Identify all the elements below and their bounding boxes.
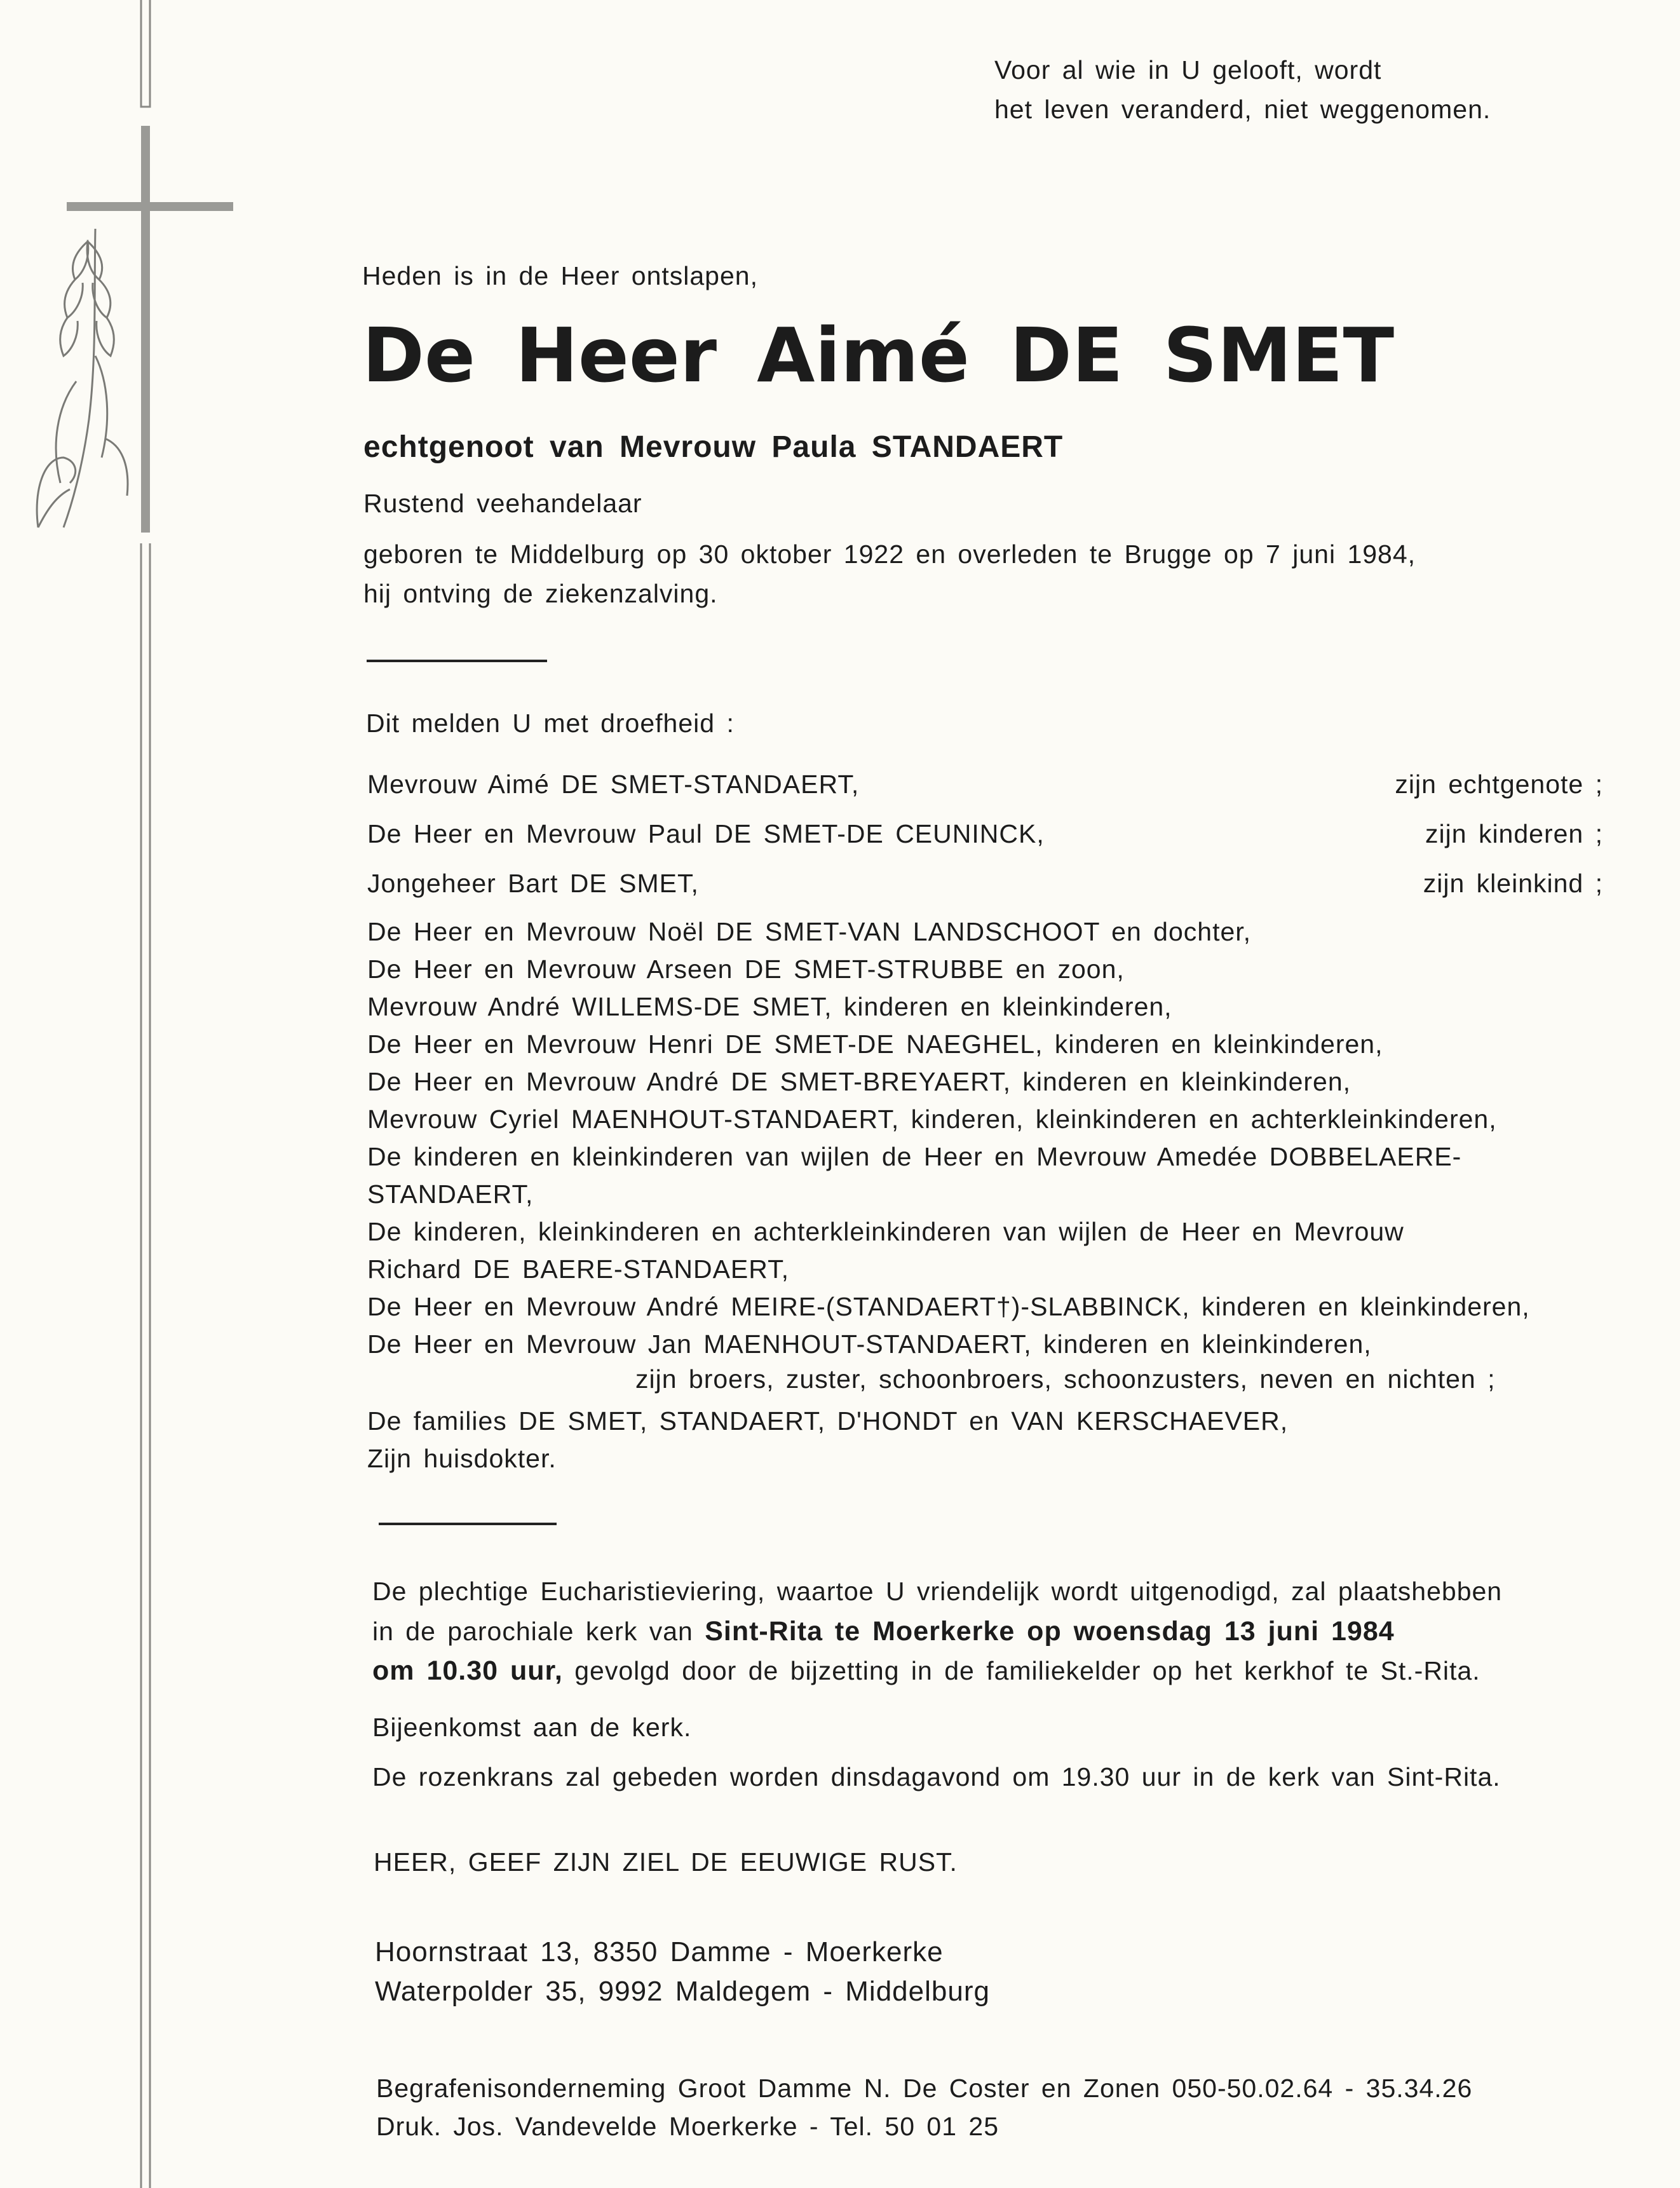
service-time: om 10.30 uur, <box>372 1655 563 1686</box>
mourner-row <box>367 821 1603 847</box>
address-line: Waterpolder 35, 9992 Maldegem - Middelburg <box>375 1976 990 2007</box>
family-line: De Heer en Mevrouw André DE SMET-BREYAERT, kinderen en kleinkinderen, <box>367 1067 1351 1096</box>
family-line: De Heer en Mevrouw Henri DE SMET-DE NAEGHEL, kinderen en kleinkinderen, <box>367 1029 1383 1059</box>
intro-text: Heden is in de Heer ontslapen, <box>362 261 758 290</box>
wheat-icon <box>37 229 128 527</box>
mourner-row <box>367 771 1603 798</box>
cross-icon <box>67 126 233 533</box>
family-line: STANDAERT, <box>367 1179 534 1209</box>
printer-text: Druk. Jos. Vandevelde Moerkerke - Tel. 50 01 25 <box>376 2112 999 2141</box>
family-line: De Heer en Mevrouw Arseen DE SMET-STRUBBE en zoon, <box>367 955 1125 984</box>
family-line: Richard DE BAERE-STANDAERT, <box>367 1254 790 1284</box>
address-line: Hoornstraat 13, 8350 Damme - Moerkerke <box>375 1936 944 1967</box>
divider <box>379 1523 557 1525</box>
mourner-name: Mevrouw Aimé DE SMET-STANDAERT, <box>367 770 860 799</box>
doctor-text: Zijn huisdokter. <box>367 1444 557 1473</box>
family-line: De Heer en Mevrouw André MEIRE-(STANDAERT†)-SLABBINCK, kinderen en kleinkinderen, <box>367 1292 1530 1321</box>
mourner-relation: zijn kleinkind ; <box>1423 869 1603 898</box>
mourner-relation: zijn echtgenote ; <box>1395 770 1603 799</box>
quote-line-2: het leven veranderd, niet weggenomen. <box>994 95 1491 124</box>
mourner-name: Jongeheer Bart DE SMET, <box>367 869 699 898</box>
family-line: De kinderen en kleinkinderen van wijlen de Heer en Mevrouw Amedée DOBBELAERE- <box>367 1142 1462 1171</box>
family-line: Mevrouw André WILLEMS-DE SMET, kinderen en kleinkinderen, <box>367 992 1172 1021</box>
announce-text: Dit melden U met droefheid : <box>366 709 735 738</box>
gathering-text: Bijeenkomst aan de kerk. <box>372 1713 692 1742</box>
service-line-3-text: gevolgd door de bijzetting in de familiekelder op het kerkhof te St.-Rita. <box>562 1656 1480 1685</box>
divider <box>367 660 547 662</box>
service-place-date: Sint-Rita te Moerkerke op woensdag 13 juni 1984 <box>705 1616 1395 1647</box>
rosary-text: De rozenkrans zal gebeden worden dinsdagavond om 19.30 uur in de kerk van Sint-Rita. <box>372 1762 1501 1791</box>
family-relation: zijn broers, zuster, schoonbroers, schoonzusters, neven en nichten ; <box>635 1364 1496 1394</box>
spouse-text: echtgenoot van Mevrouw Paula STANDAERT <box>363 430 1064 464</box>
born-line-2: hij ontving de ziekenzalving. <box>363 579 718 608</box>
prayer-text: HEER, GEEF ZIJN ZIEL DE EEUWIGE RUST. <box>374 1847 958 1877</box>
mourner-name: De Heer en Mevrouw Paul DE SMET-DE CEUNINCK, <box>367 819 1045 848</box>
mourner-relation: zijn kinderen ; <box>1425 819 1603 848</box>
service-line-2 <box>372 1618 1395 1645</box>
family-line: De Heer en Mevrouw Noël DE SMET-VAN LANDSCHOOT en dochter, <box>367 917 1252 946</box>
cross-wheat-icon <box>0 0 254 2188</box>
family-line: Mevrouw Cyriel MAENHOUT-STANDAERT, kinderen, kleinkinderen en achterkleinkinderen, <box>367 1104 1497 1134</box>
family-line: De Heer en Mevrouw Jan MAENHOUT-STANDAERT, kinderen en kleinkinderen, <box>367 1329 1372 1359</box>
service-line-3 <box>372 1657 1480 1685</box>
deceased-name: De Heer Aimé DE SMET <box>362 311 1395 399</box>
occupation-text: Rustend veehandelaar <box>363 489 642 518</box>
service-line-2-text: in de parochiale kerk van <box>372 1617 705 1646</box>
family-line: De kinderen, kleinkinderen en achterkleinkinderen van wijlen de Heer en Mevrouw <box>367 1217 1404 1246</box>
families-text: De families DE SMET, STANDAERT, D'HONDT en VAN KERSCHAEVER, <box>367 1406 1289 1436</box>
quote-line-1: Voor al wie in U gelooft, wordt <box>994 55 1382 85</box>
service-line-1: De plechtige Eucharistieviering, waartoe U vriendelijk wordt uitgenodigd, zal plaatshebben <box>372 1577 1503 1606</box>
undertaker-text: Begrafenisonderneming Groot Damme N. De Coster en Zonen 050-50.02.64 - 35.34.26 <box>376 2074 1473 2103</box>
born-line-1: geboren te Middelburg op 30 oktober 1922 en overleden te Brugge op 7 juni 1984, <box>363 540 1416 569</box>
mourner-row <box>367 871 1603 897</box>
